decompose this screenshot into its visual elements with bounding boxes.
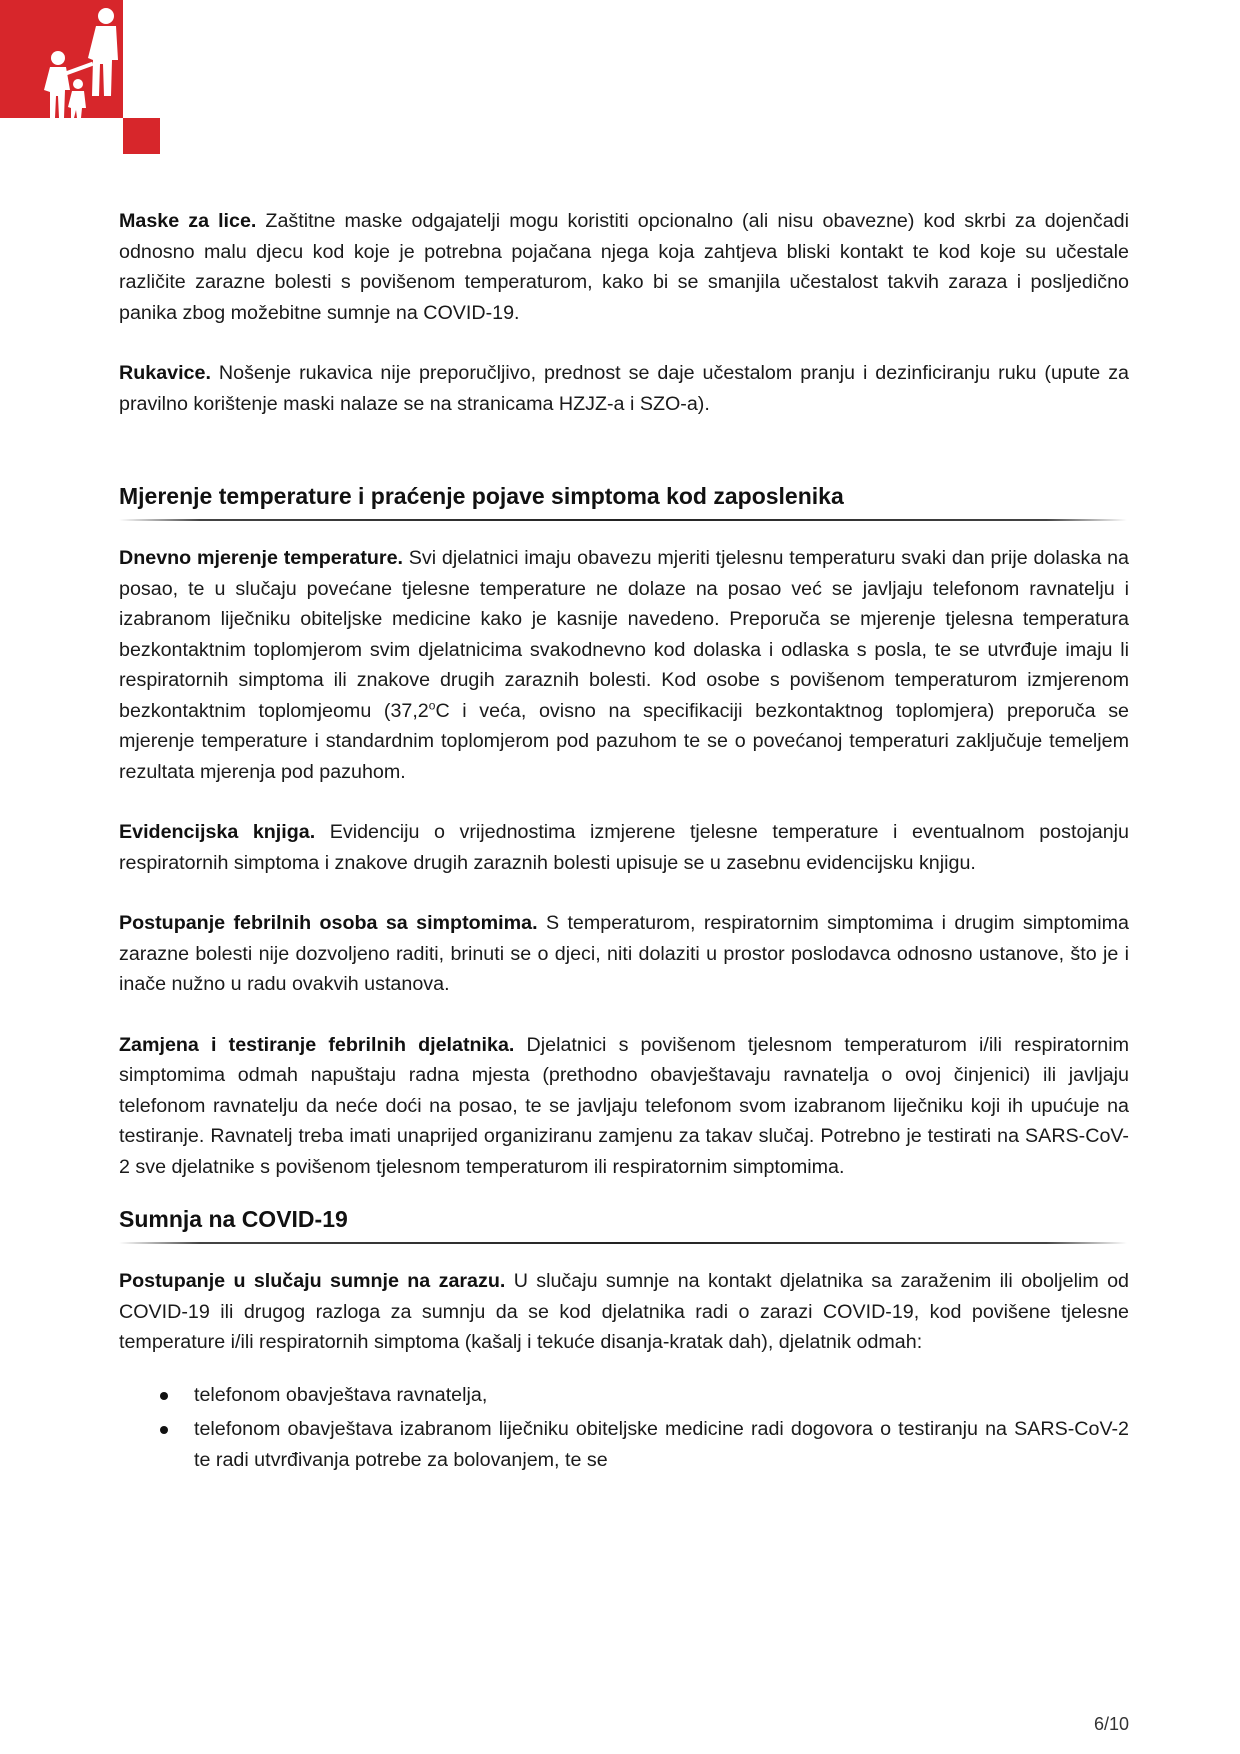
paragraph-lead: Dnevno mjerenje temperature. bbox=[119, 547, 403, 569]
paragraph-text: Svi djelatnici imaju obavezu mjeriti tjelesnu temperaturu svaki dan prije dolaska na posao, te u slučaju povećane tjelesne temperature ne dolaze na posao već se javljaju telefonom ravnatelju i izabranom liječniku obiteljske medicine kako je kasnije navedeno. Preporuča se mjerenje tjelesna temperatura bezkontaktnim toplomjerom svim djelatnicima svakodnevno kod dolaska i odlaska s posla, te se utvrđuje imaju li respiratornih simptoma ili znakove drugih zaraznih bolesti. Kod osobe s povišenom temperaturom izmjerenom bezkontaktnim toplomjeomu (37,2 bbox=[119, 547, 1129, 722]
list-item bbox=[119, 1414, 1129, 1475]
paragraph-daily-temperature bbox=[119, 543, 1129, 787]
paragraph-text: Zaštitne maske odgajatelji mogu koristiti opcionalno (ali nisu obavezne) kod skrbi za dojenčadi odnosno malu djecu kod koje je potrebna pojačana njega koja zahtjeva bliski kontakt te kod koje su učestale različite zarazne bolesti s povišenom temperaturom, kako bi se smanjila učestalost takvih zaraza i posljedično panika zbog možebitne sumnje na COVID-19. bbox=[119, 210, 1129, 324]
paragraph-text: S temperaturom, respiratornim simptomima i drugim simptomima zarazne bolesti nije dozvoljeno raditi, brinuti se o djeci, niti dolaziti u prostor poslodavca odnosno ustanove, što je i inače nužno u radu ovakvih ustanova. bbox=[119, 912, 1129, 995]
brand-logo bbox=[0, 0, 160, 160]
list-item bbox=[119, 1380, 1129, 1411]
list-item-text: telefonom obavještava ravnatelja, bbox=[194, 1383, 488, 1406]
page-number: 6/10 bbox=[1093, 1714, 1129, 1734]
paragraph-face-masks bbox=[119, 206, 1129, 328]
section-heading-covid-suspicion: Sumnja na COVID-19 bbox=[119, 1206, 348, 1232]
paragraph-text-continued: C i veća, ovisno na specifikaciji bezkontaktnog toplomjera) preporuča se mjerenje temperature i standardnim toplomjerom pod pazuhom te se o povećanoj temperaturi zaključuje temeljem rezultata mjerenja pod pazuhom. bbox=[119, 699, 1130, 783]
paragraph-lead: Postupanje febrilnih osoba sa simptomima. bbox=[119, 912, 538, 934]
document-body bbox=[119, 206, 1129, 1479]
bullet-icon bbox=[160, 1426, 168, 1434]
paragraph-text: Nošenje rukavica nije preporučljivo, prednost se daje učestalom pranju i dezinficiranju ruku (upute za pravilno korištenje maski nalaze se na stranicama HZJZ-a i SZO-a). bbox=[119, 362, 1129, 415]
section-heading-temperature: Mjerenje temperature i praćenje pojave simptoma kod zaposlenika bbox=[119, 483, 844, 509]
paragraph-lead: Rukavice. bbox=[119, 362, 211, 384]
list-item-text: telefonom obavještava izabranom liječniku obiteljske medicine radi dogovora o testiranju na SARS-CoV-2 te radi utvrđivanja potrebe za bolovanjem, te se bbox=[194, 1418, 1129, 1471]
section-divider bbox=[119, 519, 1127, 521]
paragraph-text: Evidenciju o vrijednostima izmjerene tjelesne temperature i eventualnom postojanju respiratornih simptoma i znakove drugih zaraznih bolesti upisuje se u zasebnu evidencijsku knjigu. bbox=[119, 821, 1129, 874]
degree-superscript: o bbox=[428, 697, 436, 712]
bullet-list bbox=[119, 1380, 1129, 1476]
bullet-icon bbox=[160, 1392, 168, 1400]
paragraph-text: Djelatnici s povišenom tjelesnom temperaturom i/ili respiratornim simptomima odmah napuštaju radna mjesta (prethodno obavještavaju ravnatelja o ovoj činjenici) ili javljaju telefonom ravnatelju da neće doći na posao, te se javljaju telefonom svom izabranom liječniku koji ih upućuje na testiranje. Ravnatelj treba imati unaprijed organiziranu zamjenu za takav slučaj. Potrebno je testirati na SARS-CoV-2 sve djelatnike s povišenom tjelesnom temperaturom ili respiratornim simptomima. bbox=[119, 1033, 1129, 1178]
paragraph-gloves bbox=[119, 358, 1129, 419]
paragraph-febrile-handling bbox=[119, 908, 1129, 1000]
paragraph-lead: Zamjena i testiranje febrilnih djelatnika. bbox=[119, 1033, 515, 1056]
paragraph-lead: Evidencijska knjiga. bbox=[119, 821, 316, 843]
paragraph-replacement-testing bbox=[119, 1030, 1129, 1183]
section-divider bbox=[119, 1242, 1127, 1244]
paragraph-lead: Postupanje u slučaju sumnje na zarazu. bbox=[119, 1270, 506, 1292]
paragraph-text: U slučaju sumnje na kontakt djelatnika sa zaraženim ili oboljelim od COVID-19 ili drugog razloga za sumnju da se kod djelatnika radi o zarazi COVID-19, kod povišene tjelesne temperature i/ili respiratornih simptoma (kašalj i tekuće disanja-kratak dah), djelatnik odmah: bbox=[119, 1270, 1130, 1353]
paragraph-lead: Maske za lice. bbox=[119, 210, 257, 232]
paragraph-suspicion-procedure bbox=[119, 1266, 1129, 1358]
paragraph-evidence-book bbox=[119, 817, 1129, 878]
